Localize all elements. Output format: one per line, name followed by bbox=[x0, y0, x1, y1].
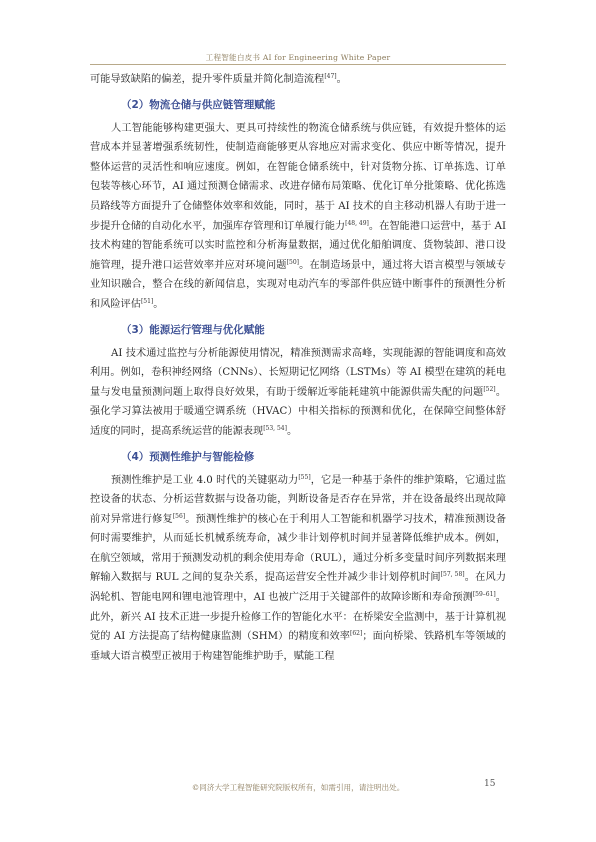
paragraph-energy bbox=[90, 344, 506, 442]
citation: [55] bbox=[298, 473, 311, 481]
paragraph-text: 。在风力涡轮机、智能电网和锂电池管理中，AI 也被广泛用于关键部件的故障诊断和寿命预测 bbox=[90, 572, 507, 604]
paragraph-text: 。强化学习算法被用于暖通空调系统（HVAC）中相关指标的预测和优化，在保障空间整体舒适度的同时，提高系统运营的能源表现 bbox=[90, 386, 507, 437]
paragraph-text: 预测性维护是工业 4.0 时代的关键驱动力 bbox=[111, 474, 299, 486]
intro-paragraph bbox=[90, 70, 506, 90]
citation: [48, 49] bbox=[345, 219, 369, 227]
citation: [52] bbox=[483, 385, 496, 393]
citation: [50] bbox=[286, 258, 299, 266]
intro-end: 。 bbox=[336, 74, 347, 85]
citation: [51] bbox=[140, 297, 154, 305]
section-heading-energy: （3）能源运行管理与优化赋能 bbox=[121, 323, 265, 336]
paragraph-logistics bbox=[90, 119, 506, 315]
header-divider bbox=[90, 64, 506, 65]
paragraph-text: ，它是一种基于条件的维护策略，它通过监控设备的状态、分析运营数据与设备功能，判断设备是否存在异常，并在设备最终出现故障前对异常进行修复 bbox=[90, 474, 506, 525]
citation: [62] bbox=[350, 630, 363, 638]
paragraph-text: ；面向桥梁、铁路机车等领域的垂域大语言模型正被用于构建智能维护助手，赋能工程 bbox=[90, 631, 507, 662]
citation: [53, 54] bbox=[263, 424, 287, 432]
running-header: 工程智能白皮书 AI for Engineering White Paper bbox=[205, 53, 391, 62]
page-number: 15 bbox=[484, 779, 496, 789]
paragraph-text: 。 bbox=[153, 298, 164, 310]
section-heading-maintenance: （4）预测性维护与智能检修 bbox=[121, 450, 255, 463]
section-heading-logistics: （2）物流仓储与供应链管理赋能 bbox=[121, 98, 276, 111]
citation: [56] bbox=[172, 512, 186, 520]
citation: [57, 58] bbox=[440, 571, 465, 579]
paragraph-text: 。在智能港口运营中，基于 AI 技术构建的智能系统可以实时监控和分析海量数据，通过优化船舶调度、货物装卸、港口设施管理，提升港口运营效率并应对环境问题 bbox=[90, 220, 507, 271]
paragraph-text: 。 bbox=[286, 425, 298, 437]
paragraph-text: 。在制造场景中，通过将大语言模型与领域专业知识融合，整合在线的新闻信息，实现对电动汽车的零部件供应链中断事件的预测性分析和风险评估 bbox=[90, 259, 507, 310]
intro-text: 可能导致缺陷的偏差，提升零件质量并简化制造流程 bbox=[90, 74, 325, 85]
paragraph-maintenance bbox=[90, 471, 506, 667]
paragraph-text: 。此外，新兴 AI 技术正进一步提升检修工作的智能化水平：在桥梁安全监测中，基于计算机视觉的 AI 方法提高了结构健康监测（SHM）的精度和效率 bbox=[90, 592, 506, 643]
paragraph-text: 。预测性维护的核心在于利用人工智能和机器学习技术，精准预测设备何时需要维护，从而延长机械系统寿命，减少非计划停机时间并显著降低维护成本。例如，在航空领域，常用于预测发动机的剩余使用寿命（RUL），通过分析多变量时间序列数据来理解输入数据与 RUL 之间的复杂关系，提高运营安全性并减少非计划停机时间 bbox=[90, 513, 507, 584]
paragraph-text: 人工智能能够构建更强大、更具可持续性的物流仓储系统与供应链，有效提升整体的运营成本并显著增强系统韧性，使制造商能够更从容地应对需求变化、供应中断等情况，提升整体运营的灵活性和响应速度。例如，在智能仓储系统中，针对货物分拣、订单拣选、订单包装等核心环节，AI 通过预测仓储需求、改进存储布局策略、优化订单分批策略、优化拣选员路线等方面提升了仓储整体效率和效能，同时，基于 AI 技术的自主移动机器人有助于进一步提升仓储的自动化水平，加强库存管理和订单履行能力 bbox=[90, 122, 506, 232]
citation: [59–61] bbox=[472, 591, 496, 599]
citation: [47] bbox=[324, 73, 337, 80]
page-body bbox=[90, 70, 506, 666]
footer-copyright: ©同济大学工程智能研究院版权所有，如需引用，请注明出处。 bbox=[191, 783, 405, 792]
paragraph-text: AI 技术通过监控与分析能源使用情况，精准预测需求高峰，实现能源的智能调度和高效利用。例如，卷积神经网络（CNNs）、长短期记忆网络（LSTMs）等 AI 模型在建筑的耗电量与发电量预测问题上取得良好效果，有助于缓解近零能耗建筑中能源供需失配的问题 bbox=[90, 347, 506, 398]
